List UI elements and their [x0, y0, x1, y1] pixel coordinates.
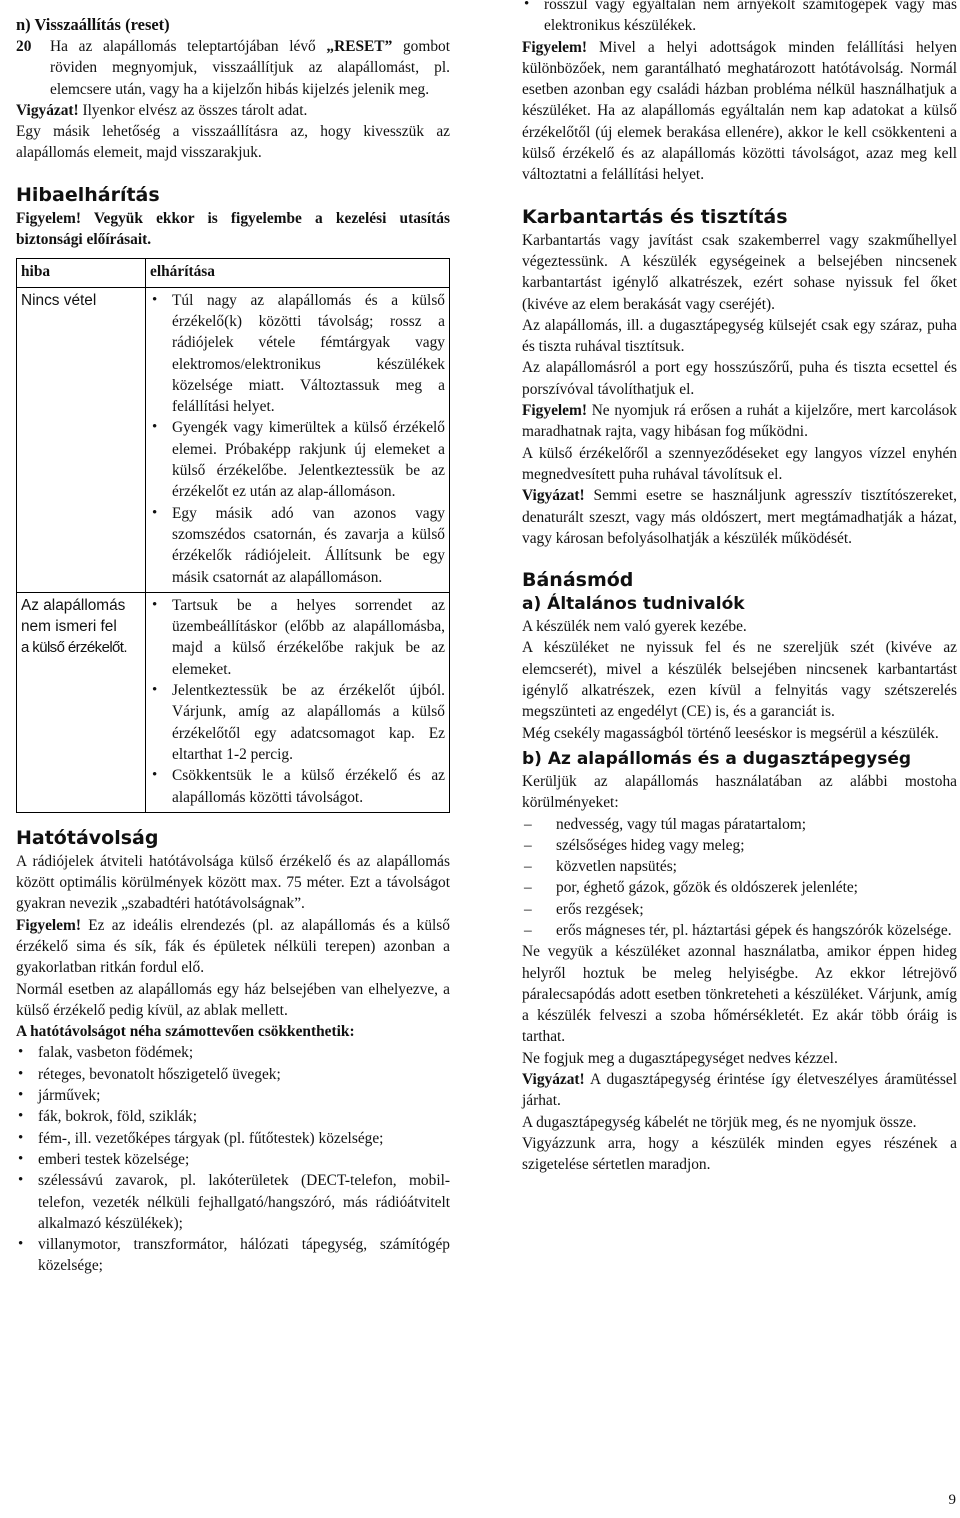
list-item: • Csökkentsük le a külső érzékelő és az alapállomás közötti távolságot. — [150, 765, 445, 808]
list-item: • rosszul vagy egyáltalán nem árnyékolt számítógépek vagy más elektronikus készülékek. — [522, 0, 957, 37]
reset-warning — [16, 100, 450, 121]
maintenance-paragraph: Karbantartás vagy javítást csak szakemberrel vagy szakműhellyel végeztessünk. A készülék egységeinek a belsejében nincsenek karbantartást igénylő alkatrészek, ezért sohase nyissuk fel őket (kivéve az elem berakását vagy cseréjét). — [522, 231, 957, 313]
psu-heading: b) Az alapállomás és a dugasztápegység — [522, 748, 912, 769]
fix-list — [150, 290, 445, 588]
reset-heading: n) Visszaállítás (reset) — [16, 15, 170, 34]
warning-label: Vigyázat! — [522, 1071, 585, 1089]
fault-sensor-not-recognized — [17, 592, 146, 812]
range-reduce-heading: A hatótávolságot néha számottevően csökkenthetik: — [16, 1023, 355, 1041]
maintenance-heading: Karbantartás és tisztítás — [522, 205, 788, 228]
warning-label: Vigyázat! — [16, 101, 79, 119]
range-heading: Hatótávolság — [16, 826, 159, 849]
range-reduce-list-continued — [522, 0, 957, 37]
reset-item-text — [50, 36, 450, 100]
handling-heading: Bánásmód — [522, 569, 634, 592]
table-row — [17, 592, 450, 812]
psu-intro: Kerüljük az alapállomás használatában az alábbi mostoha körülményeket: — [522, 772, 957, 812]
list-item: • villanymotor, transzformátor, hálózati tápegység, számítógép közelsége; — [16, 1234, 450, 1277]
note-label: Figyelem! — [522, 38, 587, 56]
list-item: – erős mágneses tér, pl. háztartási gépek és hangszórók közelsége. — [522, 920, 957, 941]
note-text: Ne nyomjuk rá erősen a ruhát a kijelzőre, mert karcolások maradhatnak rajta, vagy hibásan fog működni. — [522, 402, 957, 441]
maintenance-paragraph: Az alapállomás, ill. a dugasztápegység külsejét csak egy száraz, puha és tiszta ruhával tisztítsuk. — [522, 316, 957, 356]
list-item: • fák, bokrok, föld, sziklák; — [16, 1106, 450, 1127]
reset-button-name: „RESET” — [326, 38, 393, 55]
troubleshoot-table — [16, 258, 450, 812]
list-item: • Tartsuk be a helyes sorrendet az üzembeállításkor (előbb az alapállomásba, majd a külső érzékelőbe rakjuk be az elemeket. — [150, 595, 445, 680]
list-item: – szélsőséges hideg vagy meleg; — [522, 835, 957, 856]
general-paragraph: Még csekély magasságból történő leeséskor is megsérül a készülék. — [522, 724, 939, 742]
list-item: – közvetlen napsütés; — [522, 856, 957, 877]
troubleshoot-note: Figyelem! Vegyük ekkor is figyelembe a kezelési utasítás biztonsági előírásait. — [16, 209, 450, 249]
list-item: • szélessávú zavarok, pl. lakóterületek (DECT-telefon, mobil-telefon, vezeték nélküli fejhallgató/hangszóró, más rádióátvitelt alkalmazó készülékek); — [16, 1170, 450, 1234]
maintenance-paragraph: A külső érzékelőről a szennyeződéseket egy langyos vízzel enyhén megnedvesített puha ruhával távolítsuk el. — [522, 444, 957, 483]
maintenance-warning — [522, 485, 957, 549]
note-text: Ez az ideális elrendezés (pl. az alapállomás és a külső érzékelő sima és sík, fák és épületek nélküli terepen) azonban a gyakorlatban ritkán fordul elő. — [16, 916, 450, 977]
table-header-row — [17, 259, 450, 287]
range-warning — [522, 37, 957, 186]
psu-paragraph: A dugasztápegység kábelét ne törjük meg, és ne nyomjuk össze. — [522, 1113, 917, 1131]
list-item: • réteges, bevonatolt hőszigetelő üvegek; — [16, 1064, 450, 1085]
header-fix: elhárítása — [146, 259, 450, 287]
troubleshoot-heading: Hibaelhárítás — [16, 183, 160, 206]
reset-text-pre: Ha az alapállomás teleptartójában lévő — [50, 38, 327, 55]
reset-other-option: Egy másik lehetőség a visszaállításra az, hogy kivesszük az alapállomás elemeit, majd visszarakjuk. — [16, 123, 450, 162]
fault-text-b: a külső érzékelőt. — [21, 639, 127, 657]
list-item: • járművek; — [16, 1085, 450, 1106]
general-paragraph: A készülék nem való gyerek kezébe. — [522, 618, 747, 636]
list-item: • fém-, ill. vezetőképes tárgyak (pl. fűtőtestek) közelsége; — [16, 1128, 450, 1149]
fix-cell — [146, 592, 450, 812]
fault-no-reception: Nincs vétel — [17, 287, 146, 592]
list-item: – nedvesség, vagy túl magas páratartalom; — [522, 814, 957, 835]
maintenance-note — [522, 400, 957, 443]
warning-text: Ilyenkor elvész az összes tárolt adat. — [78, 101, 308, 119]
maintenance-paragraph: Az alapállomásról a port egy hosszúszőrű, puha és tiszta ecsettel és porszívóval távolíthatjuk el. — [522, 359, 957, 398]
psu-paragraph: Ne fogjuk meg a dugasztápegységet nedves kézzel. — [522, 1049, 838, 1067]
list-item: • falak, vasbeton födémek; — [16, 1042, 450, 1063]
range-paragraph: Normál esetben az alapállomás egy ház belsejében van elhelyezve, a külső érzékelő pedig kívül, az ablak mellett. — [16, 980, 450, 1019]
list-item: – erős rezgések; — [522, 899, 957, 920]
list-item: – por, éghető gázok, gőzök és oldószerek jelenléte; — [522, 877, 957, 898]
psu-paragraph: Vigyázzunk arra, hogy a készülék minden egyes részének a szigetelése sértetlen maradjon. — [522, 1134, 957, 1174]
reset-text-post: gombot röviden megnyomjuk, visszaállítjuk az alapállomást, pl. elemcsere után, vagy ha a kijelzőn hibás kijelzés jelenik meg. — [50, 38, 450, 98]
range-paragraph: A rádiójelek átviteli hatótávolsága külső érzékelő és az alapállomás között optimális körülmények között max. 75 méter. Ezt a távolságot gyakran nevezik „szabadtéri hatótávolságnak”. — [16, 852, 450, 913]
reset-item — [16, 36, 450, 100]
general-paragraph: A készüléket ne nyissuk fel és ne szereljük szét (kivéve az elemcserét), mivel a készülék belsejében nincsenek karbantartást igénylő alkatrészek, ezen kívül a felnyitás vagy szétszerelés megszünteti az engedélyt (CE) is, és a garanciát is. — [522, 639, 957, 721]
psu-conditions-list — [522, 814, 957, 942]
psu-warning — [522, 1069, 957, 1112]
list-item: • Gyengék vagy kimerültek a külső érzékelő elemei. Próbaképp rakjunk új elemeket a külső érzékelőbe. Jelentkeztessük be az érzékelőt ez után az alap-állomáson. — [150, 417, 445, 502]
psu-paragraph: Ne vegyük a készüléket azonnal használatba, amikor éppen hideg helyről hoztuk be meleg helyiségbe. Az ekkor létrejövő páralecsapódás adott esetben tönkreteheti a készüléket. Várjunk, amíg a készülék felveszi a szoba hőmérsékletét. Ez akár több óráig is tarthat. — [522, 943, 957, 1046]
general-heading: a) Általános tudnivalók — [522, 594, 745, 615]
fix-list — [150, 595, 445, 808]
table-row — [17, 287, 450, 592]
list-item: • emberi testek közelsége; — [16, 1149, 450, 1170]
note-text: Mivel a helyi adottságok minden felállítási helyen különbözőek, nem garantálható meghatározott hatótávolság. Normál esetben azonban egy családi házban probléma nélkül használhatjuk a készüléket. Ha az alapállomás egyáltalán nem kap adatokat a külső érzékelőtől (új elemek berakása ellenére), akkor le kell csökkenteni a külső érzékelő és az alapállomás közötti távolságot, azaz meg kell változtatni a felállítási helyet. — [522, 38, 957, 184]
note-label: Figyelem! — [522, 402, 587, 420]
warning-label: Vigyázat! — [522, 487, 585, 505]
fault-text-a: Az alapállomás nem ismeri fel — [21, 596, 126, 636]
fix-cell — [146, 287, 450, 592]
right-column — [522, 0, 957, 1176]
warning-text: A dugasztápegység érintése így életveszélyes áramütéssel járhat. — [522, 1071, 957, 1110]
note-label: Figyelem! — [16, 916, 81, 934]
range-reduce-list — [16, 1042, 450, 1276]
page-number: 9 — [948, 1492, 956, 1508]
header-fault: hiba — [17, 259, 146, 287]
warning-text: Semmi esetre se használjunk agresszív tisztítószereket, denaturált szeszt, vagy más oldószert, mert megtámadhatják a házat, vagy károsan befolyásolhatják a készülék működését. — [522, 487, 957, 547]
list-item: • Túl nagy az alapállomás és a külső érzékelő(k) közötti távolság; rossz a rádiójelek vétele fémtárgyak vagy elektromos/elektronikus készülékek közelsége miatt. Változtassuk meg a felállítási helyet. — [150, 290, 445, 418]
list-item: • Egy másik adó van azonos vagy szomszédos csatornán, és zavarja a külső érzékelők rádiójeleit. Állítsunk be egy másik csatornát az alapállomáson. — [150, 503, 445, 588]
reset-item-number: 20 — [16, 38, 32, 55]
range-note — [16, 915, 450, 979]
list-item: • Jelentkeztessük be az érzékelőt újból. Várjunk, amíg az alapállomás a külső érzékelőtől egy adatcsomagot kap. Ez eltarthat 1-2 percig. — [150, 680, 445, 765]
left-column — [16, 14, 450, 1277]
